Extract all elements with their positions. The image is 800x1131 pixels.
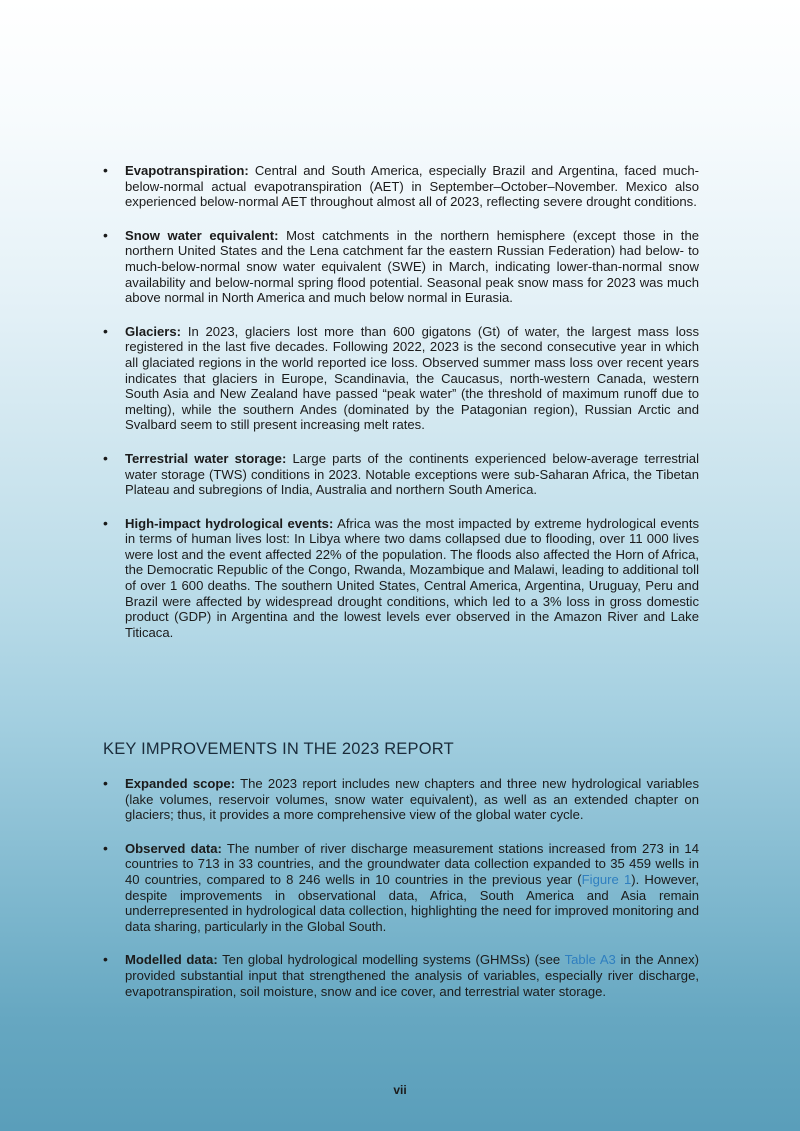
item-lead: Evapotranspiration: bbox=[125, 163, 249, 178]
item-lead: High-impact hydrological events: bbox=[125, 515, 334, 531]
bullet-icon: • bbox=[103, 775, 108, 791]
list-item bbox=[103, 516, 699, 641]
list-item bbox=[103, 776, 699, 823]
improvements-list bbox=[103, 776, 699, 1017]
table-a3-link[interactable]: Table A3 bbox=[564, 952, 616, 968]
section-heading: KEY IMPROVEMENTS IN THE 2023 REPORT bbox=[103, 740, 454, 758]
item-text: Most catchments in the northern hemisphere (except those in the northern United States and the Lena catchment far the eastern Russian Federation) had below- to much-below-normal snow water equivalent (SWE) in March, indicating lower-than-normal snow availability and below-normal spring flood potential. Seasonal peak snow mass for 2023 was much above normal in North America and much below normal in Eurasia. bbox=[125, 227, 700, 306]
bullet-icon: • bbox=[103, 162, 108, 178]
item-text: Ten global hydrological modelling systems (GHMSs) (see bbox=[217, 952, 565, 968]
bullet-icon: • bbox=[103, 226, 108, 243]
item-text: The 2023 report includes new chapters and three new hydrological variables (lake volumes, reservoir volumes, snow water equivalent), as well as an extended chapter on glaciers; thus, it provides a more comprehensive view of the global water cycle. bbox=[125, 776, 699, 823]
item-lead: Terrestrial water storage: bbox=[125, 450, 287, 466]
list-item bbox=[103, 451, 699, 498]
list-item bbox=[103, 952, 699, 999]
page-number: vii bbox=[393, 1083, 407, 1097]
item-text: The number of river discharge measurement stations increased from 273 in 14 countries to 713 in 33 countries, and the groundwater data collection expanded to 35 459 wells in 40 countries, compared to 8 246 wells in 10 countries in the previous year ( bbox=[125, 840, 699, 887]
item-lead: Snow water equivalent: bbox=[125, 227, 279, 243]
item-text: in the Annex) provided substantial input that strengthened the analysis of variables, especially river discharge, evapotranspiration, soil moisture, snow and ice cover, and terrestrial water storage. bbox=[125, 952, 700, 999]
bullet-icon: • bbox=[103, 322, 108, 339]
bullet-icon: • bbox=[103, 449, 108, 466]
list-item bbox=[103, 228, 699, 306]
figure-1-link[interactable]: Figure 1 bbox=[581, 871, 632, 887]
item-text: Central and South America, especially Brazil and Argentina, faced much-below-normal actual evapotranspiration (AET) in September–October–November. Mexico also experienced below-normal AET throughout almost all of 2023, reflecting severe drought conditions. bbox=[125, 163, 699, 210]
item-text: ). However, despite improvements in observational data, Africa, South America and Asia remain underrepresented in hydrological data collection, highlighting the need for improved monitoring and data sharing, particularly in the Global South. bbox=[125, 871, 699, 934]
findings-list bbox=[103, 163, 699, 658]
list-item bbox=[103, 324, 699, 433]
bullet-icon: • bbox=[103, 951, 108, 968]
bullet-icon: • bbox=[103, 839, 108, 856]
list-item bbox=[103, 841, 699, 935]
item-lead: Expanded scope: bbox=[125, 776, 236, 791]
list-item bbox=[103, 163, 699, 210]
bullet-icon: • bbox=[103, 514, 108, 531]
item-lead: Observed data: bbox=[125, 840, 222, 856]
item-text: Large parts of the continents experienced below-average terrestrial water storage (TWS) conditions in 2023. Notable exceptions were sub-Saharan Africa, the Tibetan Plateau and subregions of India, Australia and northern South America. bbox=[125, 450, 699, 498]
item-lead: Modelled data: bbox=[125, 952, 218, 968]
item-lead: Glaciers: bbox=[125, 323, 182, 339]
item-text: In 2023, glaciers lost more than 600 gigatons (Gt) of water, the largest mass loss registered in the last five decades. Following 2022, 2023 is the second consecutive year in which all glaciated regions in the world reported ice loss. Observed summer mass loss over recent years indicates that glaciers in Europe, Scandinavia, the Caucasus, north-western Canada, western South Asia and New Zealand have passed “peak water” (the threshold of maximum runoff due to melting), while the southern Andes (dominated by the Patagonian region), Russian Arctic and Svalbard seem to still present increasing melt rates. bbox=[125, 323, 699, 433]
item-text: Africa was the most impacted by extreme hydrological events in terms of human lives lost: In Libya where two dams collapsed due to flooding, over 11 000 lives were lost and the event affected 22% of the population. The floods also affected the Horn of Africa, the Democratic Republic of the Congo, Rwanda, Mozambique and Malawi, leading to additional toll of over 1 600 deaths. The southern United States, Central America, Argentina, Uruguay, Peru and Brazil were affected by widespread drought conditions, which led to a 3% loss in gross domestic product (GDP) in Argentina and the lowest levels ever observed in the Amazon River and Lake Titicaca. bbox=[125, 515, 700, 640]
